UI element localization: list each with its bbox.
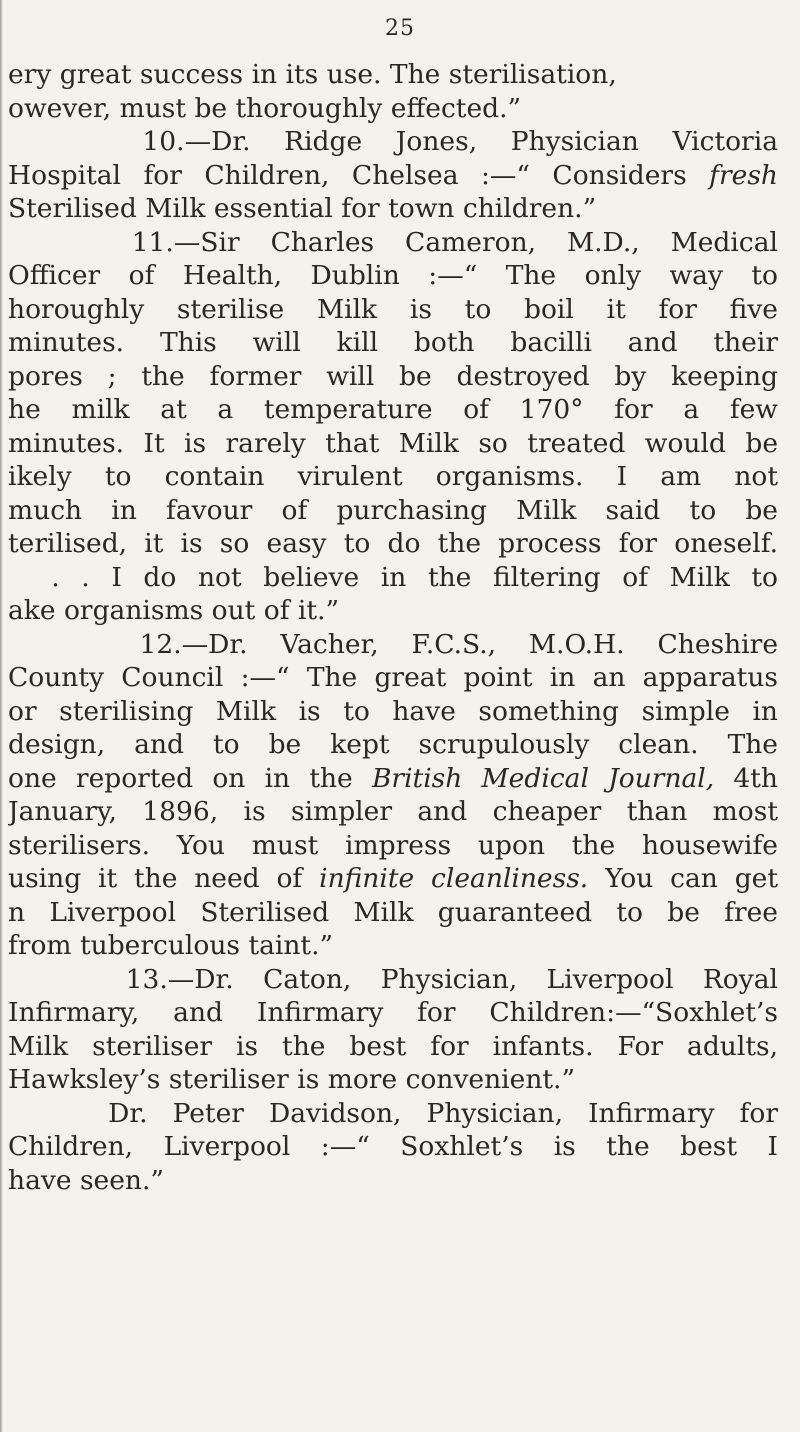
text-line <box>8 259 778 293</box>
text-segment: have seen.” <box>8 1164 164 1196</box>
text-line <box>8 561 778 595</box>
page-gutter-shadow <box>0 0 3 1432</box>
text-line <box>8 728 778 762</box>
text-segment: horoughly sterilise Milk is to boil it for five <box>8 293 778 325</box>
text-line <box>8 460 778 494</box>
text-line <box>8 963 778 997</box>
text-line <box>8 393 778 427</box>
text-segment: minutes. It is rarely that Milk so treated would be <box>8 427 778 459</box>
text-line <box>8 360 778 394</box>
text-segment: 11.—Sir Charles Cameron, M.D., Medical <box>8 226 778 258</box>
text-segment: pores ; the former will be destroyed by keeping <box>8 360 778 392</box>
text-segment: from tuberculous taint.” <box>8 930 334 961</box>
text-line <box>8 427 778 461</box>
text-segment: You can get <box>588 863 778 894</box>
text-segment: Officer of Health, Dublin :—“ The only way to <box>8 260 778 291</box>
text-segment: Hawksley’s steriliser is more convenient.” <box>8 1064 576 1095</box>
text-line <box>8 494 778 528</box>
text-line <box>8 293 778 327</box>
text-segment: Infirmary, and Infirmary for Children:—“Soxhlet’s <box>8 997 778 1028</box>
text-segment: he milk at a temperature of 170° for a few <box>8 394 778 425</box>
text-line <box>8 226 778 260</box>
text-segment: much in favour of purchasing Milk said to be <box>8 494 778 526</box>
text-line <box>8 159 778 193</box>
text-line <box>8 762 778 796</box>
text-segment: 10.—Dr. Ridge Jones, Physician Victoria <box>8 126 778 157</box>
text-line <box>8 1130 778 1164</box>
page-number: 25 <box>385 16 415 41</box>
text-segment: Sterilised Milk essential for town children.” <box>8 193 597 224</box>
text-line <box>8 896 778 930</box>
text-segment: one reported on in the <box>8 762 372 794</box>
text-line <box>8 996 778 1030</box>
italic-text: British Medical Journal, <box>371 762 715 794</box>
text-line <box>8 1164 778 1198</box>
text-segment: Hospital for Children, Chelsea :—“ Considers <box>8 159 710 191</box>
text-line <box>8 192 778 226</box>
text-segment: County Council :—“ The great point in an apparatus <box>8 662 778 693</box>
text-line <box>8 1030 778 1064</box>
text-segment: 12.—Dr. Vacher, F.C.S., M.O.H. Cheshire <box>8 628 778 660</box>
text-line <box>8 628 778 662</box>
text-segment: Children, Liverpool :—“ Soxhlet’s is the best I <box>8 1131 778 1162</box>
text-line <box>8 125 778 159</box>
text-line <box>8 695 778 729</box>
text-segment: using it the need of <box>8 863 320 894</box>
text-segment: sterilisers. You must impress upon the housewife <box>8 829 778 861</box>
text-line <box>8 92 778 126</box>
text-segment: ake organisms out of it.” <box>8 595 340 626</box>
text-line <box>8 1097 778 1131</box>
text-segment: minutes. This will kill both bacilli and their <box>8 327 778 358</box>
text-line <box>8 862 778 896</box>
text-segment: January, 1896, is simpler and cheaper than most <box>8 796 778 827</box>
text-segment: Milk steriliser is the best for infants. For adults, <box>8 1030 778 1062</box>
text-line <box>8 661 778 695</box>
text-segment: ikely to contain virulent organisms. I am not <box>8 461 778 492</box>
text-segment: owever, must be thoroughly effected.” <box>8 92 522 124</box>
text-segment: n Liverpool Sterilised Milk guaranteed to be free <box>8 896 778 928</box>
italic-text: infinite cleanliness. <box>319 863 589 894</box>
text-line <box>8 58 778 92</box>
text-line <box>8 527 778 561</box>
text-segment: . . I do not believe in the filtering of Milk to <box>8 561 778 593</box>
text-line <box>8 829 778 863</box>
text-line <box>8 594 778 628</box>
text-segment: 13.—Dr. Caton, Physician, Liverpool Royal <box>8 963 778 995</box>
text-line <box>8 795 778 829</box>
text-segment: or sterilising Milk is to have something simple in <box>8 695 778 727</box>
text-segment: 4th <box>714 762 778 794</box>
text-line <box>8 1063 778 1097</box>
italic-text: fresh <box>709 159 778 191</box>
text-segment: Dr. Peter Davidson, Physician, Infirmary for <box>8 1097 778 1129</box>
text-segment: ery great success in its use. The sterilisation, <box>8 59 617 90</box>
text-line <box>8 929 778 963</box>
text-segment: terilised, it is so easy to do the process for oneself. <box>8 528 778 559</box>
body-text <box>8 58 778 1197</box>
text-segment: design, and to be kept scrupulously clean. The <box>8 729 778 760</box>
text-line <box>8 326 778 360</box>
